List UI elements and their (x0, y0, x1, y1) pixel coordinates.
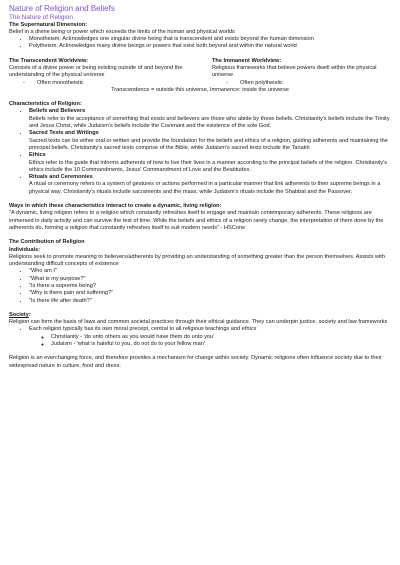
list-item: • "Who am I" (29, 268, 391, 275)
list-item: • "Why is there pain and suffering?" (29, 290, 391, 297)
characteristic-text: A ritual or ceremony refers to a system of gestures or actions performed in a particular manner that link adherents to their supreme beings in a physical way. Christianity's rituals include sacraments and the mass, while Judaism's rituals include the Shabbat and the Passover. (29, 181, 381, 195)
ways-heading: Ways in which these characteristics interact to create a dynamic, living religion: (9, 203, 222, 210)
characteristic-title: • Rituals and Ceremonies (29, 174, 391, 181)
questions-list (9, 268, 391, 304)
transcendence-note: Transcendence = outside this universe, Immanence: inside the universe (111, 86, 289, 93)
supernatural-heading: The Supernatural Dimension: (9, 21, 88, 28)
list-item-monotheism: • Monotheism: Acknowledges one singular divine being that is transcendent and exists beyond the human dimension (29, 36, 391, 43)
characteristics-list-3 (9, 152, 391, 159)
contribution-heading: The Contribution of Religion (9, 239, 85, 246)
list-item: • "What is my purpose?" (29, 276, 391, 283)
characteristic-title: • Beliefs and Believers (29, 108, 391, 115)
characteristic-text: Sacred texts can be either oral or written and provide the foundation for the beliefs and ethics of a religion, guiding adherents and maintaining the principal beliefs. Christianity's sacred texts comprise of the Bible, while Judaism's sacred texts include the Tanakh (29, 137, 388, 151)
society-heading: Society (9, 311, 29, 318)
transcendent-column (9, 58, 212, 87)
society-list (9, 326, 391, 348)
characteristics-list-4 (9, 174, 391, 181)
transcendent-heading: The Transcendent Worldview: (9, 57, 89, 64)
immanent-text: Religious frameworks that believe powers dwell within the physical universe (212, 64, 377, 79)
characteristics-list-2 (9, 130, 391, 137)
closing-paragraph: Religion is an everchanging force, and therefore provides a mechanism for change within society. Dynamic religions often influence society due to their widespread nature in culture, food and dress. (9, 355, 382, 369)
page-title: Nature of Religion and Beliefs (9, 4, 115, 13)
supernatural-definition: Belief in a divine being or power which exceeds the limits of the human and physical worlds (9, 28, 235, 35)
transcendent-text: Consists of a divine power or being existing outside of and beyond the understanding of the physical universe (9, 64, 183, 79)
list-item: • "Is there life after death?" (29, 298, 391, 305)
immanent-heading: The Immanent Worldview: (212, 57, 282, 64)
supernatural-list (9, 36, 391, 51)
society-text: Religion can form the basis of laws and common societal practices through their ethical guidance. They can underpin justice, society and law frameworks (9, 319, 388, 326)
characteristic-title: • Sacred Texts and Writings (29, 130, 391, 137)
individuals-text: Religions seek to promote meaning to believers/adherents by providing an understanding of something greater than the person themselves. Assists with understanding difficult concepts of existence (9, 253, 385, 268)
immanent-column (212, 58, 391, 87)
individuals-heading: Individuals: (9, 246, 41, 253)
list-item-polytheism: • Polytheism: Acknowledges many divine beings or powers that exist both beyond and within the natural world (29, 43, 391, 50)
transcendent-dash-text: Often monotheistic (37, 79, 84, 86)
list-item: ◦ Christianity - 'do unto others as you would have them do unto you' (51, 334, 391, 341)
list-item (29, 326, 391, 348)
immanent-dash-item: - Often polytheistic (226, 79, 283, 86)
society-colon: : (28, 311, 31, 318)
society-bullet-text: Each religion typically has its own moral precept, central to all religious teachings and ethics (29, 326, 257, 333)
list-item: • "Is there a supreme being? (29, 283, 391, 290)
page-subtitle: The Nature of Religion (9, 13, 73, 21)
characteristic-title: • Ethics (29, 152, 391, 159)
list-item: ◦ Judaism - 'what is hateful to you, do not do to your fellow man' (51, 341, 391, 348)
ways-quote: "A dynamic, living religion refers to a religion which constantly refreshes itself to engage and maintain contemporary adherents. These religions are immersed in daily activity and can survive the test of time. While the beliefs and ethics of a religion rarely change, the interpretation of them done by the adherents do, forming a religion that constantly refreshes itself to suit modern needs" - HSCone (9, 210, 384, 231)
characteristics-heading: Characteristics of Religion: (9, 101, 82, 108)
society-heading-row (9, 312, 391, 319)
society-sublist (29, 334, 391, 349)
characteristics-list (9, 108, 391, 115)
transcendent-dash-item: - Often monotheistic (23, 79, 84, 86)
characteristic-text: Beliefs refer to the acceptance of something that exists and believers are those who abide by these beliefs. Christianity's beliefs include the Trinity and Jesus Christ, while Judaism's beliefs include the Covenant and the existence of the sole God. (29, 115, 390, 130)
immanent-dash-text: Often polytheistic (240, 79, 283, 86)
worldview-columns (9, 58, 391, 87)
characteristic-text: Ethics refer to the guide that informs adherents of how to live their lives in a manner according to the principal beliefs of the religion. Christianity's ethics include the 10 Commandments, Jesus' Commandment of Love and the Beatitudes. (29, 159, 388, 173)
